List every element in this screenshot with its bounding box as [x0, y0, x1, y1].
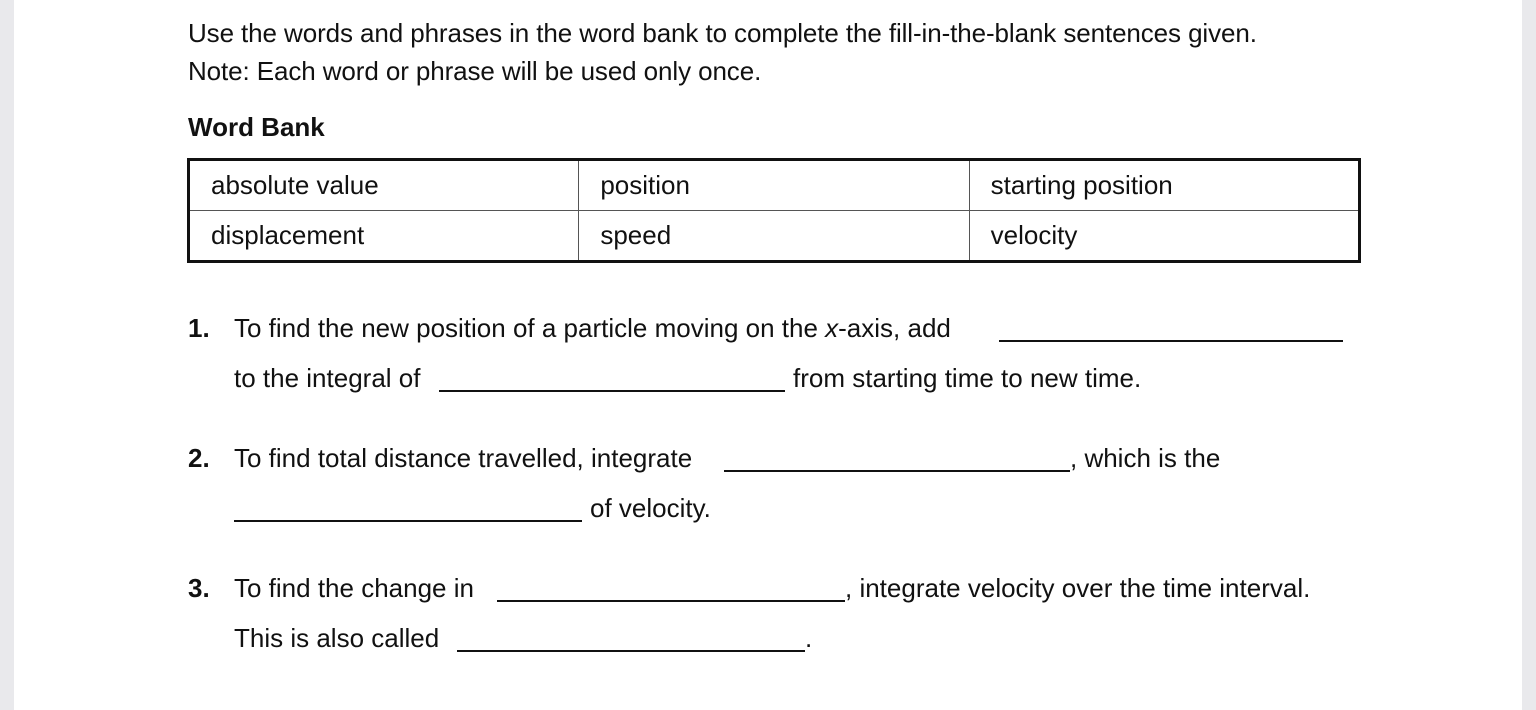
question-2-number: 2. — [188, 443, 210, 473]
instructions-line-1: Use the words and phrases in the word bank to complete the fill-in-the-blank sentences given. — [188, 18, 1257, 48]
word-bank-cell: velocity — [969, 211, 1359, 262]
question-1-line-1 — [234, 313, 951, 344]
word-bank-cell: displacement — [189, 211, 579, 262]
answer-blank-3b[interactable] — [457, 650, 805, 652]
worksheet-page — [14, 0, 1522, 710]
word-bank-row — [189, 211, 1360, 262]
question-2-line-1b: , which is the — [1070, 443, 1221, 473]
answer-blank-3a[interactable] — [497, 600, 845, 602]
word-bank-table — [187, 158, 1361, 263]
word-bank-cell: position — [579, 160, 969, 211]
question-2-line-2b: of velocity. — [590, 493, 711, 523]
answer-blank-2a[interactable] — [724, 470, 1070, 472]
question-1-line-2b: from starting time to new time. — [793, 363, 1142, 393]
answer-blank-2b[interactable] — [234, 520, 582, 522]
question-3-line-2a: This is also called — [234, 623, 440, 653]
word-bank-row — [189, 160, 1360, 211]
question-3-line-2b: . — [805, 623, 813, 653]
instructions — [188, 14, 1257, 90]
question-1-number: 1. — [188, 313, 210, 343]
question-2-line-1a: To find total distance travelled, integrate — [234, 443, 693, 473]
question-3-number: 3. — [188, 573, 210, 603]
question-1-text-b: -axis, add — [838, 313, 951, 343]
question-1-text-a: To find the new position of a particle moving on the — [234, 313, 826, 343]
question-1-line-2a: to the integral of — [234, 363, 421, 393]
question-3-line-1b: , integrate velocity over the time interval. — [845, 573, 1311, 603]
instructions-line-2: Note: Each word or phrase will be used only once. — [188, 56, 762, 86]
question-3-line-1a: To find the change in — [234, 573, 474, 603]
answer-blank-1a[interactable] — [999, 340, 1343, 342]
word-bank-heading: Word Bank — [188, 112, 325, 142]
answer-blank-1b[interactable] — [439, 390, 785, 392]
word-bank-cell: starting position — [969, 160, 1359, 211]
word-bank-cell: speed — [579, 211, 969, 262]
x-variable: x — [825, 313, 839, 343]
word-bank-cell: absolute value — [189, 160, 579, 211]
